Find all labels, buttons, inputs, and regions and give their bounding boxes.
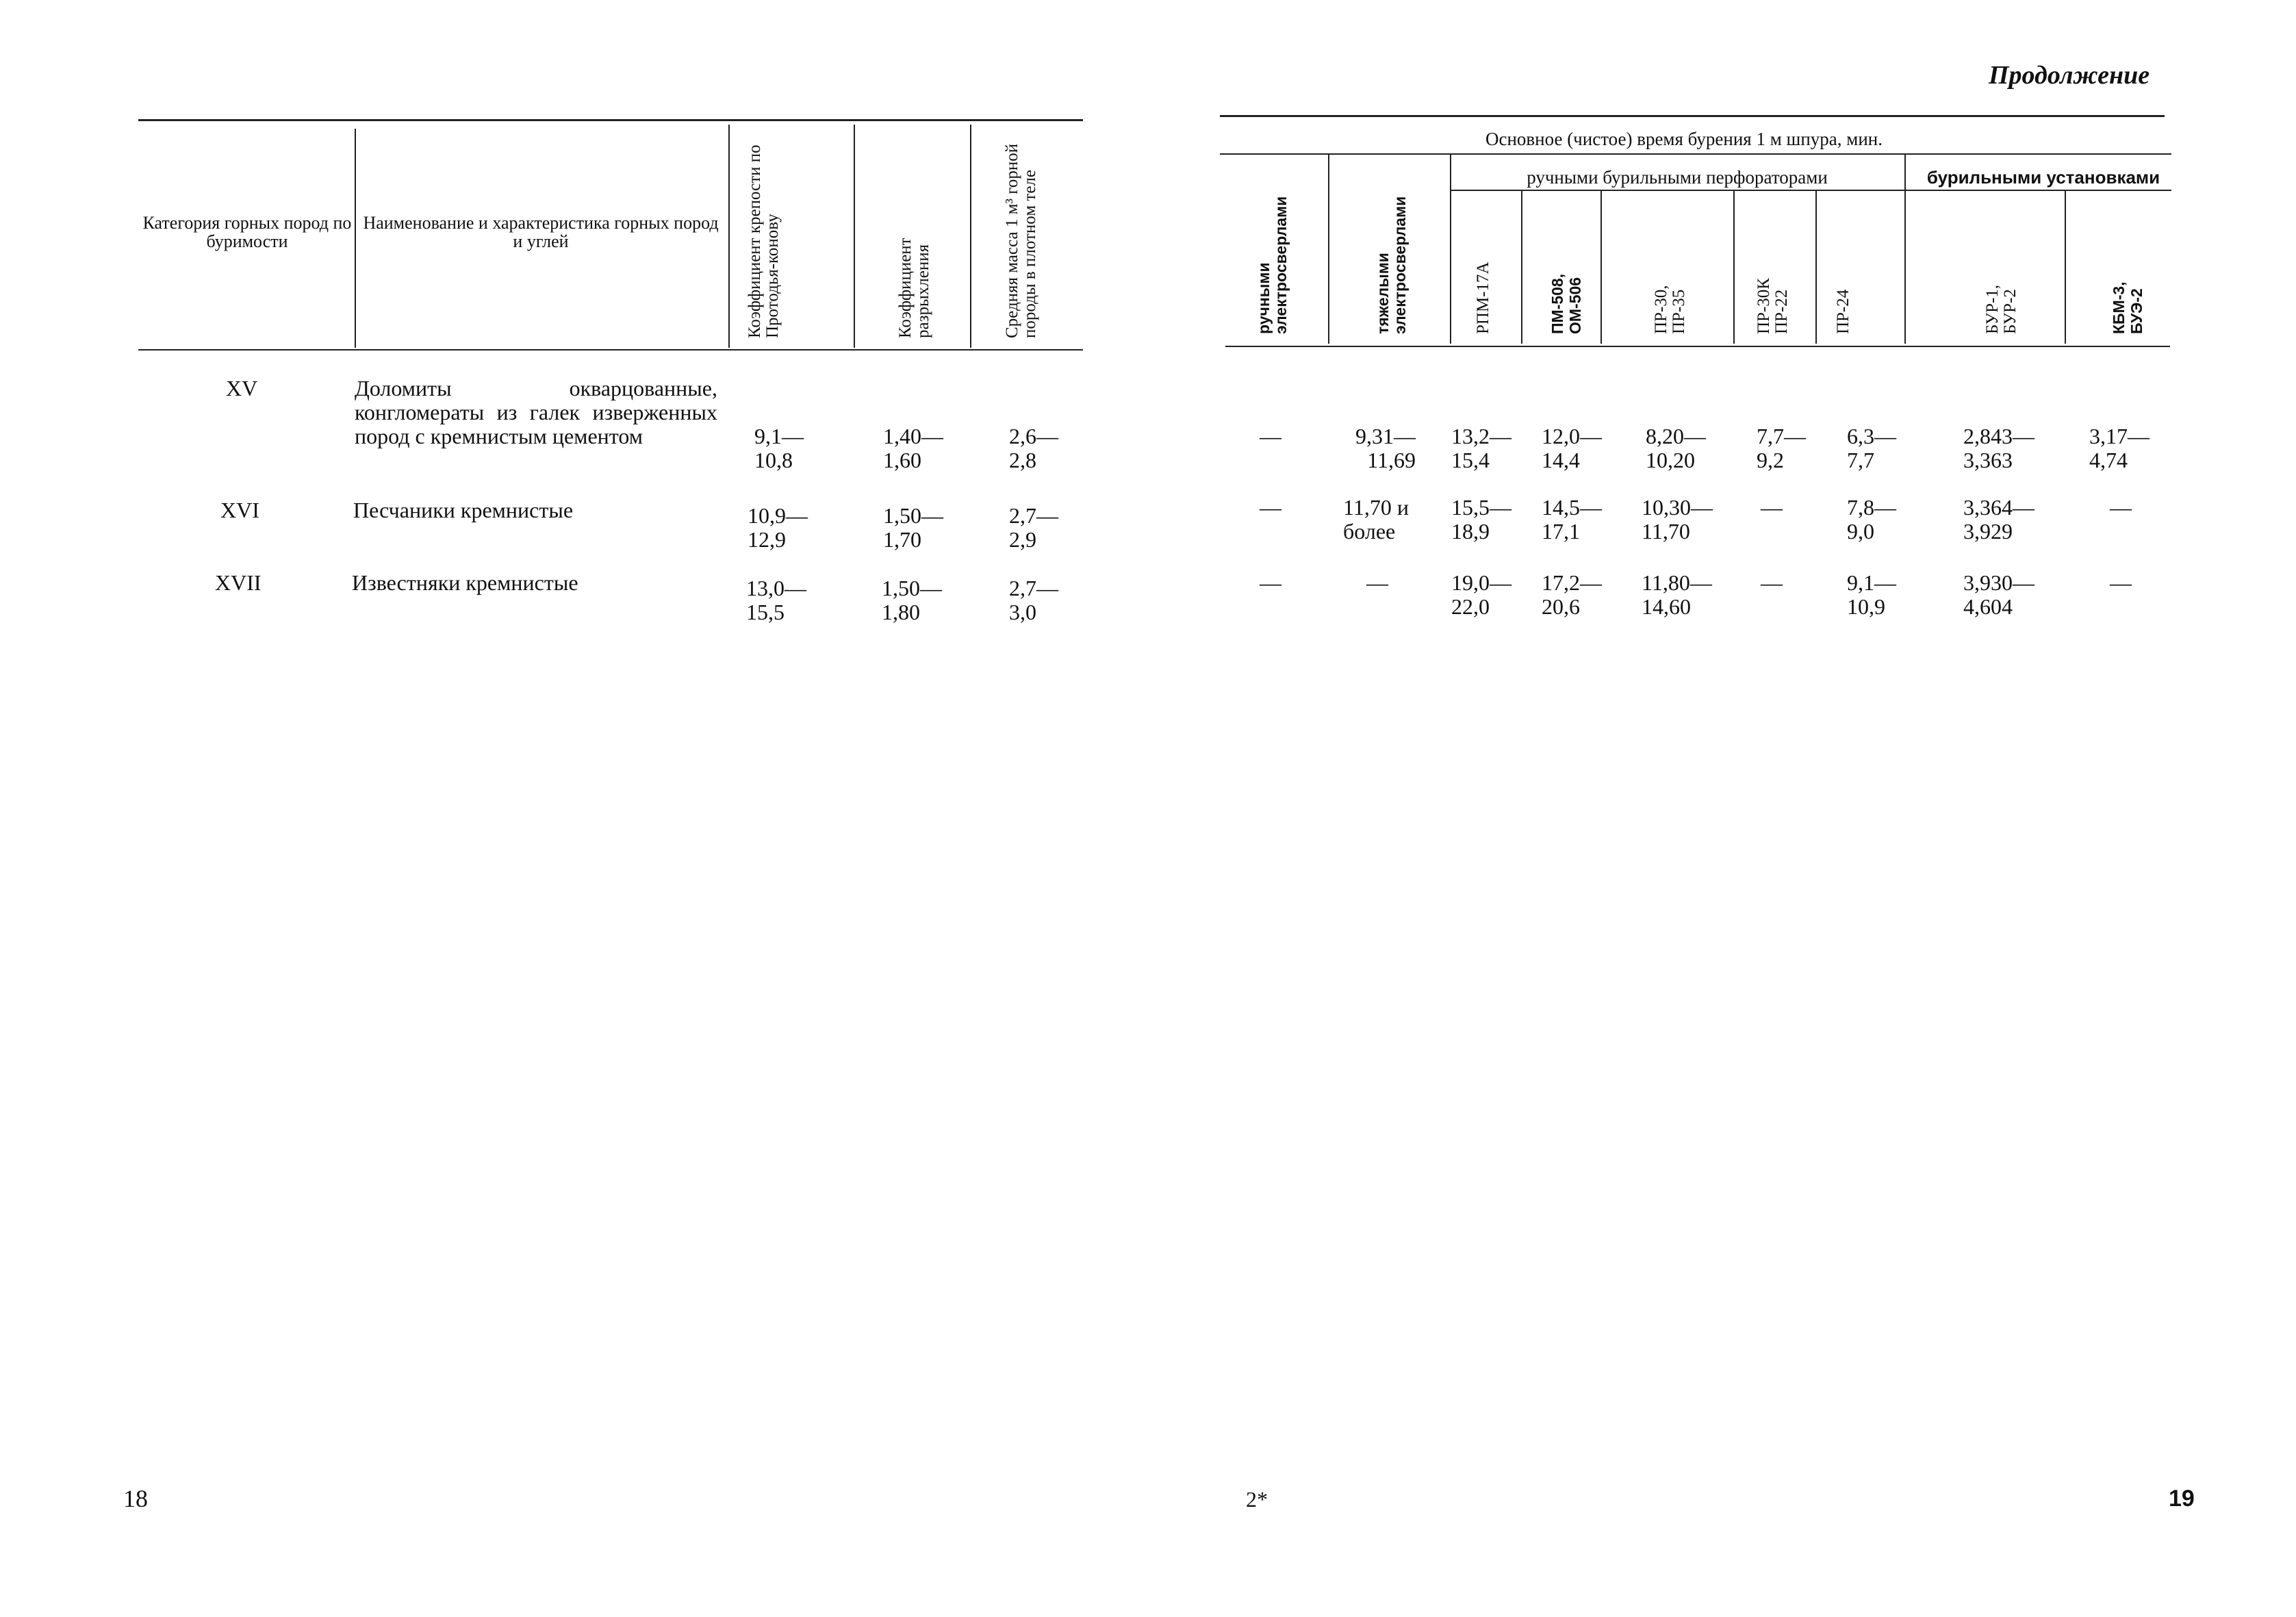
cell-c7: 9,1— 10,9	[1847, 570, 1896, 619]
cell-c4: 17,2— 20,6	[1542, 570, 1602, 619]
col-header-pr24: ПР-24	[1834, 289, 1852, 334]
col-header-kbm3: КБМ-3, БУЭ-2	[2110, 281, 2145, 334]
cell-c5: 8,20— 10,20	[1646, 424, 1706, 472]
row-strength: 9,1— 10,8	[754, 424, 804, 472]
row-strength: 13,0— 15,5	[746, 576, 806, 624]
group-installations: бурильными установками	[1926, 167, 2160, 188]
cell-c1: —	[1260, 570, 1281, 595]
cell-c7: 6,3— 7,7	[1847, 424, 1896, 472]
cell-c9: —	[2110, 495, 2132, 520]
row-category: XVII	[215, 570, 262, 595]
row-loosening: 1,50— 1,80	[882, 576, 942, 624]
row-mass: 2,6— 2,8	[1009, 424, 1058, 472]
cell-c2: —	[1366, 570, 1388, 595]
col-header-manual-drills: ручными электросверлами	[1255, 196, 1290, 334]
row-category: XVI	[220, 498, 259, 522]
row-mass: 2,7— 2,9	[1009, 503, 1058, 552]
cell-c8: 3,930— 4,604	[1963, 570, 2034, 619]
cell-c1: —	[1260, 495, 1281, 520]
row-mass: 2,7— 3,0	[1009, 576, 1058, 624]
left-table-top-rule	[138, 119, 1083, 121]
cell-c2: 11,70 и более	[1343, 495, 1409, 544]
col-header-mass: Средняя масса 1 м³ горной породы в плотном теле	[1003, 143, 1039, 338]
continuation-label: Продолжение	[1989, 61, 2150, 90]
row-loosening: 1,50— 1,70	[883, 503, 943, 552]
cell-c2: 9,31— 11,69	[1355, 424, 1416, 472]
cell-c6: —	[1761, 570, 1783, 595]
cell-c5: 11,80— 14,60	[1642, 570, 1712, 619]
col-header-pr30k: ПР-30К ПР-22	[1755, 278, 1791, 334]
page-number-left: 18	[123, 1485, 148, 1512]
col-header-category: Категория горных пород по буримости	[142, 213, 352, 251]
left-table-header-rule	[138, 349, 1083, 351]
cell-c4: 12,0— 14,4	[1542, 424, 1602, 472]
cell-c3: 13,2— 15,4	[1451, 424, 1511, 472]
cell-c9: 3,17— 4,74	[2089, 424, 2150, 472]
page-number-right: 19	[2169, 1486, 2195, 1512]
col-header-pr30: ПР-30, ПР-35	[1652, 285, 1688, 334]
cell-c6: —	[1761, 495, 1783, 520]
col-header-rpm17a: РПМ-17А	[1474, 262, 1492, 334]
col-header-strength: Коэффициент крепости по Протодья-конову	[745, 144, 782, 338]
col-header-heavy-drills: тяжелыми электросверлами	[1374, 196, 1409, 334]
row-category: XV	[226, 376, 258, 400]
row-loosening: 1,40— 1,60	[883, 424, 943, 472]
cell-c6: 7,7— 9,2	[1757, 424, 1806, 472]
row-name: Доломиты окварцованные, конгломераты из галек изверженных пород с кремнистым цементом	[355, 376, 717, 448]
signature-mark: 2*	[1246, 1487, 1268, 1512]
right-table-top-rule	[1220, 115, 2165, 117]
cell-c3: 15,5— 18,9	[1451, 495, 1511, 544]
row-name: Известняки кремнистые	[352, 570, 578, 595]
col-header-bur1: БУР-1, БУР-2	[1983, 284, 2019, 334]
row-name: Песчаники кремнистые	[353, 498, 574, 522]
main-header: Основное (чистое) время бурения 1 м шпура, мин.	[1485, 129, 1883, 149]
group-perforators: ручными бурильными перфораторами	[1527, 167, 1828, 188]
col-header-loosening: Коэффициент разрыхления	[896, 238, 932, 338]
cell-c3: 19,0— 22,0	[1451, 570, 1511, 619]
cell-c9: —	[2110, 570, 2132, 595]
col-header-name: Наименование и характеристика горных пород и углей	[363, 213, 719, 251]
row-strength: 10,9— 12,9	[748, 503, 808, 552]
cell-c4: 14,5— 17,1	[1542, 495, 1602, 544]
cell-c8: 3,364— 3,929	[1963, 495, 2034, 544]
cell-c1: —	[1260, 424, 1281, 448]
col-header-pm508: ПМ-508, ОМ-506	[1548, 273, 1584, 334]
right-table-header-rule	[1225, 346, 2170, 347]
cell-c7: 7,8— 9,0	[1847, 495, 1896, 544]
cell-c8: 2,843— 3,363	[1963, 424, 2034, 472]
cell-c5: 10,30— 11,70	[1642, 495, 1713, 544]
